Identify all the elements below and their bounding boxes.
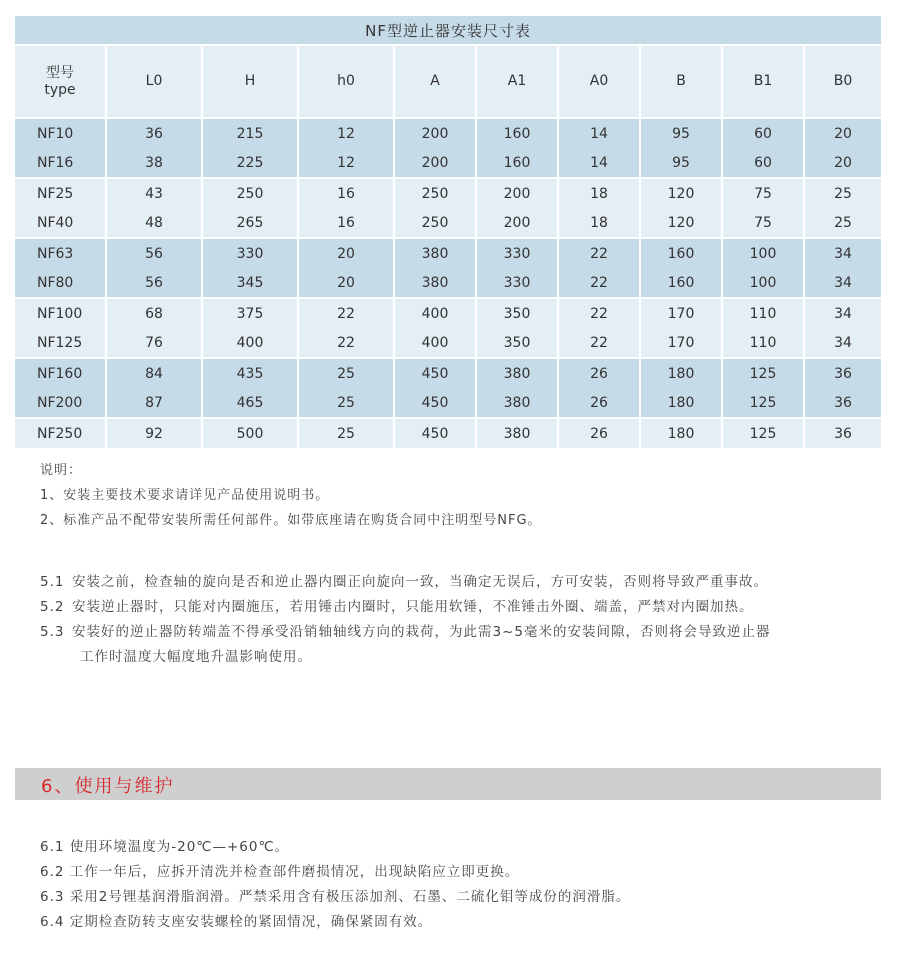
- model-cell: NF40: [15, 208, 107, 239]
- table-cell: 26: [559, 419, 641, 450]
- table-cell: 125: [723, 388, 805, 419]
- note-item: 1、安装主要技术要求请详见产品使用说明书。: [40, 488, 330, 503]
- usage-item: 6.3 采用2号锂基润滑脂润滑。严禁采用含有极压添加剂、石墨、二硫化钼等成份的润滑脂。: [40, 889, 631, 905]
- model-cell: NF25: [15, 179, 107, 208]
- table-cell: 60: [723, 119, 805, 148]
- install-item-number: 5.2: [40, 599, 65, 615]
- table-cell: 34: [805, 239, 881, 268]
- table-cell: 200: [477, 179, 559, 208]
- table-row: [15, 148, 881, 179]
- table-row: [15, 179, 881, 208]
- table-row: [15, 419, 881, 450]
- table-cell: 34: [805, 328, 881, 359]
- table-cell: 14: [559, 148, 641, 179]
- table-cell: 100: [723, 268, 805, 299]
- table-cell: 22: [559, 268, 641, 299]
- usage-maintenance-list: [40, 835, 630, 935]
- install-item-text: 安装之前，检查轴的旋向是否和逆止器内圈正向旋向一致，当确定无误后，方可安装，否则将导致严重事故。: [72, 574, 768, 590]
- model-cell: NF63: [15, 239, 107, 268]
- table-header-row: [15, 46, 881, 119]
- table-cell: 200: [477, 208, 559, 239]
- table-cell: 16: [299, 179, 395, 208]
- table-cell: 25: [299, 388, 395, 419]
- table-cell: 110: [723, 328, 805, 359]
- usage-item: 6.4 定期检查防转支座安装螺栓的紧固情况，确保紧固有效。: [40, 914, 433, 930]
- install-item-continuation: 工作时温度大幅度地升温影响使用。: [80, 649, 312, 665]
- table-cell: 56: [107, 239, 203, 268]
- table-cell: 125: [723, 419, 805, 450]
- table-cell: 20: [805, 119, 881, 148]
- model-header-cn: 型号: [46, 64, 74, 81]
- table-caption: NF型逆止器安装尺寸表: [15, 16, 881, 46]
- install-item: [40, 570, 771, 595]
- table-cell: 84: [107, 359, 203, 388]
- install-requirements: [40, 570, 771, 670]
- table-cell: 465: [203, 388, 299, 419]
- table-cell: 345: [203, 268, 299, 299]
- table-cell: 180: [641, 419, 723, 450]
- column-header: A: [395, 46, 477, 119]
- table-cell: 34: [805, 299, 881, 328]
- table-cell: 38: [107, 148, 203, 179]
- table-cell: 68: [107, 299, 203, 328]
- notes-title: 说明：: [40, 463, 83, 478]
- table-cell: 380: [395, 239, 477, 268]
- section-title: 6、使用与维护: [41, 776, 175, 797]
- model-cell: NF200: [15, 388, 107, 419]
- model-cell: NF160: [15, 359, 107, 388]
- table-cell: 350: [477, 328, 559, 359]
- table-cell: 36: [805, 359, 881, 388]
- table-cell: 100: [723, 239, 805, 268]
- install-item-number: 5.1: [40, 574, 65, 590]
- table-cell: 87: [107, 388, 203, 419]
- column-header: B1: [723, 46, 805, 119]
- table-cell: 36: [805, 388, 881, 419]
- table-cell: 22: [299, 328, 395, 359]
- table-cell: 375: [203, 299, 299, 328]
- table-cell: 225: [203, 148, 299, 179]
- table-row: [15, 119, 881, 148]
- table-cell: 380: [477, 419, 559, 450]
- table-cell: 95: [641, 148, 723, 179]
- model-cell: NF250: [15, 419, 107, 450]
- table-cell: 16: [299, 208, 395, 239]
- table-cell: 120: [641, 179, 723, 208]
- table-row: [15, 239, 881, 268]
- table-cell: 92: [107, 419, 203, 450]
- table-cell: 170: [641, 328, 723, 359]
- column-header: A1: [477, 46, 559, 119]
- column-header: A0: [559, 46, 641, 119]
- table-cell: 215: [203, 119, 299, 148]
- table-row: [15, 328, 881, 359]
- table-cell: 25: [299, 419, 395, 450]
- table-cell: 160: [641, 239, 723, 268]
- table-cell: 380: [395, 268, 477, 299]
- table-cell: 180: [641, 388, 723, 419]
- dimension-table: [15, 16, 881, 450]
- table-cell: 25: [805, 208, 881, 239]
- usage-item: 6.1 使用环境温度为-20℃—+60℃。: [40, 839, 290, 855]
- table-cell: 350: [477, 299, 559, 328]
- table-cell: 14: [559, 119, 641, 148]
- table-cell: 22: [299, 299, 395, 328]
- model-header-en: type: [44, 81, 76, 98]
- table-cell: 330: [477, 268, 559, 299]
- model-cell: NF16: [15, 148, 107, 179]
- table-row: [15, 268, 881, 299]
- table-cell: 20: [299, 239, 395, 268]
- table-cell: 330: [477, 239, 559, 268]
- table-cell: 12: [299, 119, 395, 148]
- table-cell: 20: [805, 148, 881, 179]
- table-cell: 250: [203, 179, 299, 208]
- table-row: [15, 359, 881, 388]
- table-cell: 43: [107, 179, 203, 208]
- model-header: [15, 46, 107, 119]
- column-header: B: [641, 46, 723, 119]
- table-cell: 250: [395, 208, 477, 239]
- table-cell: 22: [559, 299, 641, 328]
- table-cell: 160: [477, 148, 559, 179]
- table-cell: 200: [395, 119, 477, 148]
- table-cell: 180: [641, 359, 723, 388]
- table-cell: 56: [107, 268, 203, 299]
- table-cell: 20: [299, 268, 395, 299]
- table-cell: 250: [395, 179, 477, 208]
- table-row: [15, 299, 881, 328]
- table-cell: 265: [203, 208, 299, 239]
- install-item-text: 安装逆止器时，只能对内圈施压，若用锤击内圈时，只能用软锤，不准锤击外圈、端盖，严禁对内圈加热。: [72, 599, 754, 615]
- model-cell: NF100: [15, 299, 107, 328]
- table-cell: 36: [805, 419, 881, 450]
- table-cell: 18: [559, 179, 641, 208]
- table-cell: 400: [203, 328, 299, 359]
- column-header: h0: [299, 46, 395, 119]
- table-row: [15, 388, 881, 419]
- notes-block: [40, 458, 542, 533]
- table-cell: 160: [477, 119, 559, 148]
- install-item-text: 安装好的逆止器防转端盖不得承受沿销轴轴线方向的栽荷，为此需3~5毫米的安装间隙，否则将会导致逆止器: [72, 624, 771, 640]
- table-cell: 400: [395, 299, 477, 328]
- table-cell: 60: [723, 148, 805, 179]
- install-item-number: 5.3: [40, 624, 65, 640]
- column-header: B0: [805, 46, 881, 119]
- table-cell: 18: [559, 208, 641, 239]
- table-cell: 200: [395, 148, 477, 179]
- table-cell: 22: [559, 328, 641, 359]
- table-cell: 450: [395, 359, 477, 388]
- column-header: H: [203, 46, 299, 119]
- table-cell: 75: [723, 179, 805, 208]
- table-cell: 400: [395, 328, 477, 359]
- table-cell: 25: [299, 359, 395, 388]
- table-caption-row: [15, 16, 881, 46]
- table-cell: 22: [559, 239, 641, 268]
- table-cell: 48: [107, 208, 203, 239]
- usage-item: 6.2 工作一年后，应拆开清洗并检查部件磨损情况，出现缺陷应立即更换。: [40, 864, 520, 880]
- model-cell: NF10: [15, 119, 107, 148]
- install-item: [40, 620, 771, 645]
- table-cell: 435: [203, 359, 299, 388]
- table-cell: 380: [477, 388, 559, 419]
- table-cell: 12: [299, 148, 395, 179]
- model-cell: NF80: [15, 268, 107, 299]
- table-cell: 330: [203, 239, 299, 268]
- table-cell: 450: [395, 419, 477, 450]
- table-cell: 76: [107, 328, 203, 359]
- table-cell: 36: [107, 119, 203, 148]
- table-cell: 170: [641, 299, 723, 328]
- section-header-bar: [15, 768, 881, 800]
- table-cell: 500: [203, 419, 299, 450]
- table-cell: 125: [723, 359, 805, 388]
- table-cell: 120: [641, 208, 723, 239]
- column-header: L0: [107, 46, 203, 119]
- table-cell: 380: [477, 359, 559, 388]
- note-item: 2、标准产品不配带安装所需任何部件。如带底座请在购货合同中注明型号NFG。: [40, 513, 542, 528]
- table-cell: 26: [559, 359, 641, 388]
- table-cell: 450: [395, 388, 477, 419]
- model-cell: NF125: [15, 328, 107, 359]
- table-cell: 26: [559, 388, 641, 419]
- table-row: [15, 208, 881, 239]
- table-cell: 95: [641, 119, 723, 148]
- table-cell: 110: [723, 299, 805, 328]
- table-cell: 25: [805, 179, 881, 208]
- table-cell: 34: [805, 268, 881, 299]
- table-cell: 160: [641, 268, 723, 299]
- table-cell: 75: [723, 208, 805, 239]
- install-item: [40, 595, 771, 620]
